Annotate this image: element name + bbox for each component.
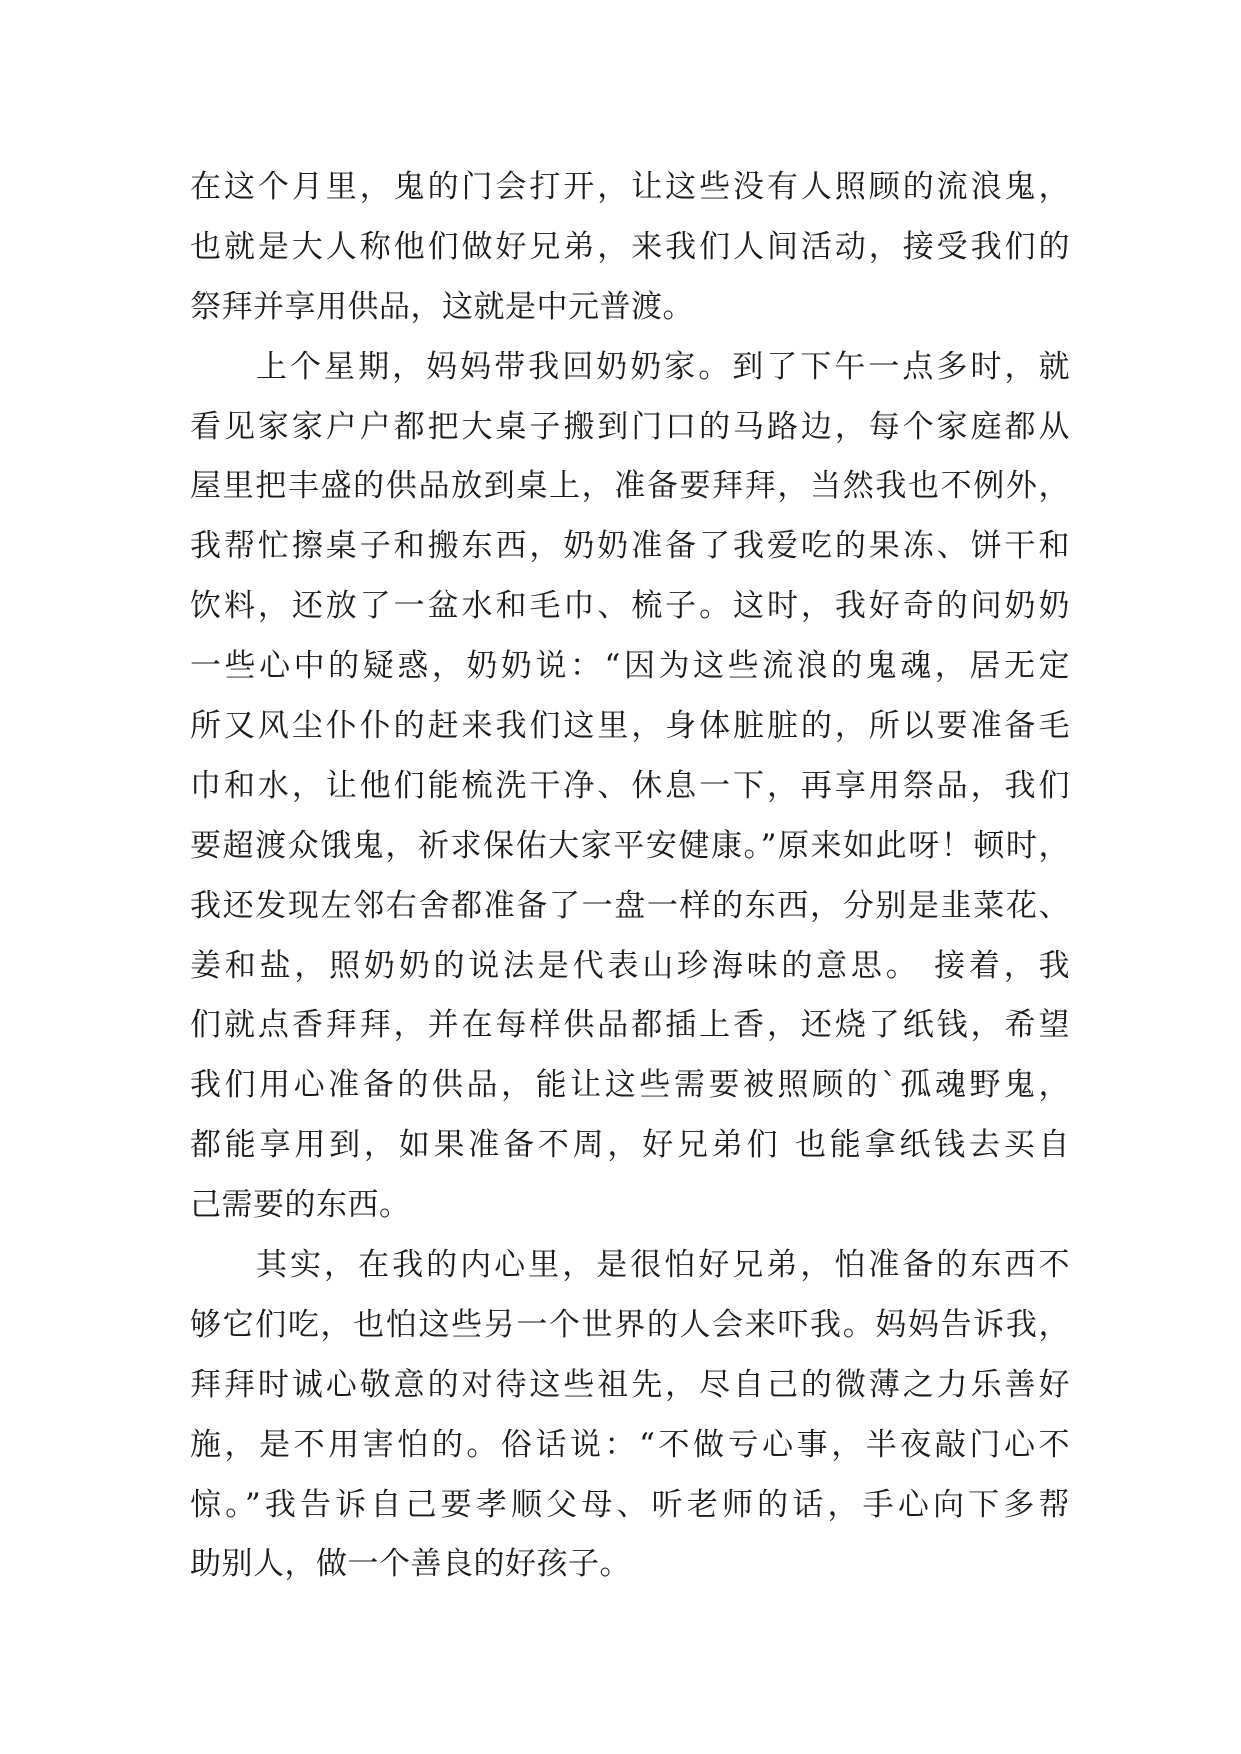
text-line: 都能享用到，如果准备不周，好兄弟们 也能拿纸钱去买自 xyxy=(190,1127,1070,1164)
paragraph-2 xyxy=(190,338,1070,1236)
paragraph-1 xyxy=(190,158,1070,338)
text-line: 饮料，还放了一盆水和毛巾、梳子。这时，我好奇的问奶奶 xyxy=(190,588,1070,625)
text-line: 姜和盐，照奶奶的说法是代表山珍海味的意思。 接着，我 xyxy=(190,947,1070,984)
text-line: 惊。”我告诉自己要孝顺父母、听老师的话，手心向下多帮 xyxy=(190,1486,1070,1523)
text-line: 祭拜并享用供品，这就是中元普渡。 xyxy=(190,288,694,325)
text-line: 拜拜时诚心敬意的对待这些祖先，尽自己的微薄之力乐善好 xyxy=(190,1366,1070,1403)
text-line: 要超渡众饿鬼，祈求保佑大家平安健康。”原来如此呀！顿时， xyxy=(190,827,1070,864)
text-line: 施，是不用害怕的。俗话说：“不做亏心事，半夜敲门心不 xyxy=(190,1426,1070,1463)
text-line: 上个星期，妈妈带我回奶奶家。到了下午一点多时，就 xyxy=(256,348,1070,385)
text-line: 己需要的东西。 xyxy=(190,1187,411,1224)
text-line: 也就是大人称他们做好兄弟，来我们人间活动，接受我们的 xyxy=(190,228,1070,265)
text-line: 够它们吃，也怕这些另一个世界的人会来吓我。妈妈告诉我， xyxy=(190,1306,1070,1343)
text-line: 其实，在我的内心里，是很怕好兄弟，怕准备的东西不 xyxy=(256,1247,1070,1284)
text-line: 一些心中的疑惑，奶奶说：“因为这些流浪的鬼魂，居无定 xyxy=(190,648,1070,685)
text-line: 我还发现左邻右舍都准备了一盘一样的东西，分别是韭菜花、 xyxy=(190,887,1070,924)
text-line: 助别人，做一个善良的好孩子。 xyxy=(190,1546,631,1583)
text-line: 我帮忙擦桌子和搬东西，奶奶准备了我爱吃的果冻、饼干和 xyxy=(190,528,1070,565)
text-line: 看见家家户户都把大桌子搬到门口的马路边，每个家庭都从 xyxy=(190,408,1070,445)
text-line: 们就点香拜拜，并在每样供品都插上香，还烧了纸钱，希望 xyxy=(190,1007,1070,1044)
text-line: 屋里把丰盛的供品放到桌上，准备要拜拜，当然我也不例外， xyxy=(190,468,1070,505)
text-line: 在这个月里，鬼的门会打开，让这些没有人照顾的流浪鬼， xyxy=(190,169,1070,205)
text-line: 所又风尘仆仆的赶来我们这里，身体脏脏的，所以要准备毛 xyxy=(190,708,1070,745)
text-line: 我们用心准备的供品，能让这些需要被照顾的`孤魂野鬼， xyxy=(190,1067,1070,1104)
body-text xyxy=(190,158,1070,1595)
paragraph-3 xyxy=(190,1236,1070,1595)
text-line: 巾和水，让他们能梳洗干净、休息一下，再享用祭品，我们 xyxy=(190,767,1070,804)
